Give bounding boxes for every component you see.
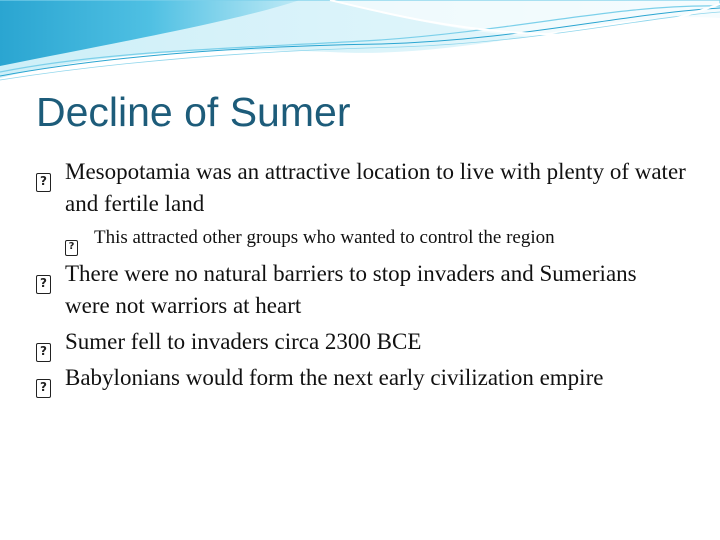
bullet-item: [36, 326, 686, 358]
slide-title: Decline of Sumer: [36, 89, 351, 135]
bullet-glyph-icon: ?: [36, 326, 51, 358]
header-wave-decoration: [0, 0, 720, 90]
bullet-text: Sumer fell to invaders circa 2300 BCE: [65, 329, 422, 354]
bullet-glyph-icon: ?: [36, 258, 51, 290]
bullet-item: [36, 258, 686, 322]
bullet-item: [36, 362, 686, 394]
bullet-text: Babylonians would form the next early civilization empire: [65, 365, 604, 390]
bullet-glyph-icon: ?: [36, 362, 51, 394]
bullet-glyph-icon: ?: [65, 224, 78, 252]
bullet-text: Mesopotamia was an attractive location to live with plenty of water and fertile land: [65, 159, 686, 216]
bullet-glyph-icon: ?: [36, 156, 51, 188]
bullet-list: [36, 156, 686, 398]
bullet-item: [36, 156, 686, 220]
bullet-text: There were no natural barriers to stop invaders and Sumerians were not warriors at heart: [65, 261, 637, 318]
sub-bullet-item: [65, 224, 686, 252]
bullet-text: This attracted other groups who wanted to control the region: [94, 227, 555, 248]
